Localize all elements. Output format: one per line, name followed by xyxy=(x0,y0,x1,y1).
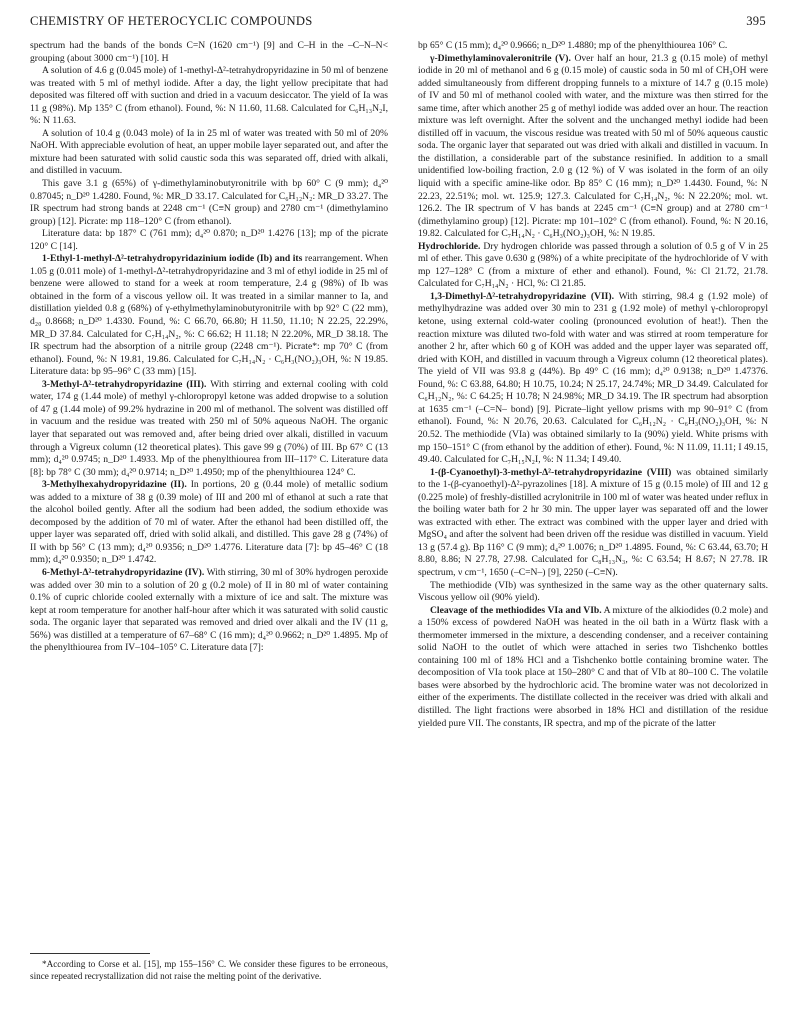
paragraph-heading: 1-(β-Cyanoethyl)-3-methyl-Δ²-tetrahydropyridazine (VIII) xyxy=(430,466,672,478)
paragraph xyxy=(418,605,768,730)
paragraph-text: The methiodide (VIb) was synthesized in the same way as the other quaternary salts. Viscous yellow oil (90% yield). xyxy=(418,579,768,604)
paragraph-heading: 1,3-Dimethyl-Δ²-tetrahydropyridazine (VII). xyxy=(430,290,615,302)
journal-title: CHEMISTRY OF HETEROCYCLIC COMPOUNDS xyxy=(30,14,313,28)
paragraph-text: bp 65° C (15 mm); d₄²⁰ 0.9666; n_D²⁰ 1.4880; mp of the phenylthiourea 106° C. xyxy=(418,40,728,51)
left-column xyxy=(30,40,388,655)
footnote xyxy=(30,958,388,982)
paragraph-text: Literature data: bp 187° C (761 mm); d₄²⁰ 0.870; n_D²⁰ 1.4276 [13]; mp of the picrate 120° C [14]. xyxy=(30,228,388,252)
paragraph-text: In portions, 20 g (0.44 mole) of metallic sodium was added to a mixture of 38 g (0.39 mole) of III and 200 ml of ethanol at such a rate that the alcohol boiled gently. After all the sodium had been added, the sodium ethoxide was decomposed by the addition of 70 ml of water. After the ethanol had been distilled off, the upper layer was separated off, dried with solid alkali, and distilled. This gave 28 g (74%) of II with bp 56° C (13 mm); d₄²⁰ 0.9356; n_D²⁰ 1.4776. Literature data [7]: bp 45–46° C (18 mm); d₄²⁰ 0.9350; n_D²⁰ 1.4742. xyxy=(30,479,388,566)
paragraph xyxy=(418,53,768,241)
paragraph-text: With stirring, 98.4 g (1.92 mole) of methylhydrazine was added over 30 min to 231 g (1.92 mole) of methyl γ-chloropropyl ketone, using external cold-water cooling (pronounced evolution of heat!). Then the reaction mixture was diluted two-fold with water and was stirred at room temperature for another 2 hr, after which 60 g of KOH was added and the upper layer was separated off, dried with KOH, and distilled in vacuum through a Vigreux column (12 theoretical plates). The yield of VII was 93.8 g (44%). Bp 49° C (16 mm); d₄²⁰ 0.9138; n_D²⁰ 1.47376. Found, %: C 63.88, 64.80; H 10.75, 10.24; N 25.17, 24.74%; MR_D 34.49. Calculated for C₆H₁₂N₂, %: C 64.25; H 10.78; N 24.98%; MR_D 34.19. The IR spectrum had absorption at 1635 cm⁻¹ (–C=N– bond) [9]. Picrate–light yellow prisms with mp 90–91° C (from ethanol). Found, %: N 20.76, 20.63. Calculated for C₆H₁₂N₂ · C₆H₃(NO₂)₃OH, %: N 20.52. The methiodide (VIa) was obtained similarly to Ia (90%) yield. White prisms with mp 150–151° C (from ethanol by the addition of ether). Found, %: N 11.09, 11.11; I 49.15, 49.40. Calculated for C₇H₁₅N₂I, %: N 11.34; I 49.40. xyxy=(418,290,768,466)
paragraph xyxy=(30,228,388,253)
paragraph xyxy=(30,567,388,655)
paragraph-text: Over half an hour, 21.3 g (0.15 mole) of methyl iodide in 20 ml of methanol and 6 g (0.15 mole) of caustic soda in 50 ml of CH₃OH were added simultaneously from different dropping funnels to a mixture of 14.7 g (0.15 mole) of IV and 50 ml of methanol cooled with water, and the mixture was then stirred for the same time, after which another 25 g of methyl iodide was added over an hour. The reaction mixture was left overnight. After the solvent and the unchanged methyl iodide had been distilled off in vacuum, the viscous residue was treated with 50 ml of 50% aqueous caustic soda. The organic layer that separated out was dried with alkali and distilled in vacuum. In the distillation, a considerable part of the substance resinified. In addition to a small unidentified low-boiling fraction, 2.0 g (12 %) of V was isolated in the form of an oily liquid with a specific amine-like odor. Bp 85° C (16 mm); n_D²⁰ 1.4430. Found, %: N 22.23, 22.51%; mol. wt. 125.9; 127.3. Calculated for C₇H₁₄N₂, %: N 22.20%; mol. wt. 126.2. The IR spectrum of V has bands at 2245 cm⁻¹ (C≡N group) and at 2780 cm⁻¹ (dimethylamino group) [12]. Picrate: mp 101–102° C (from ethanol). Found, %: N 20.16, 19.82. Calculated for C₇H₁₄N₂ · C₆H₃(NO₂)₃OH, %: N 19.85. xyxy=(418,52,768,240)
right-column xyxy=(418,40,768,730)
paragraph-heading: Cleavage of the methiodides VIa and VIb. xyxy=(430,604,602,616)
paragraph xyxy=(418,40,768,53)
paragraph xyxy=(418,467,768,580)
paragraph xyxy=(418,291,768,467)
paragraph-heading: 6-Methyl-Δ²-tetrahydropyridazine (IV). xyxy=(42,566,205,578)
paragraph xyxy=(30,479,388,567)
paragraph xyxy=(30,253,388,378)
footnote-text: *According to Corse et al. [15], mp 155–156° C. We consider these figures to be erroneous, since repeated recrystallization did not raise the melting point of the derivative. xyxy=(30,959,388,981)
paragraph xyxy=(418,241,768,291)
paragraph xyxy=(418,580,768,605)
paragraph-text: This gave 3.1 g (65%) of γ-dimethylaminobutyronitrile with bp 60° C (9 mm); d₄²⁰ 0.87045; n_D²⁰ 1.4280. Found, %: MR_D 33.17. Calculated for C₆H₁₂N₂: MR_D 33.27. The IR spectrum had strong bands at 2248 cm⁻¹ (C≡N group) and 2780 cm⁻¹ (dimethylamino group) [12]. Picrate: mp 118–120° C (from ethanol). xyxy=(30,178,388,227)
paragraph-text: A mixture of the alkiodides (0.2 mole) and a 150% excess of powdered NaOH was heated in the oil bath in a Würtz flask with a thermometer immersed in the mixture, a descending condenser, and a receiver containing solid NaOH to the outlet of which were attached in series two Tishchenko bottles containing 100 ml of 18% HCl and a Tishchenko bottle containing bromine water. The decomposition of VIa took place at 150–280° C and that of VIb at 80–100 C. The volatile bases were absorbed by the hydrochloric acid. The bromine water was not decolorized in either of the experiments. The distillate collected in the receiver was dried with alkali and distilled. The light fractions were absorbed in 18% HCl and distillation of the residue yielded pure VII. The constants, IR spectra, and mp of the picrate of the latter xyxy=(418,604,768,729)
paragraph-text: was obtained similarly to the 1-(β-cyanoethyl)-Δ²-pyrazolines [18]. A mixture of 15 g (0.15 mole) of III and 12 g (0.225 mole) of freshly-distilled acrylonitrile in 100 ml of water was heated under reflux in the boiling water bath for 2 hr 30 min. The upper layer was separated off and the lower was extracted with ether. The extract was combined with the upper layer and dried with MgSO₄ and after the solvent had been driven off the residue was distilled in vacuum. Yield 13 g (57.4 g). Bp 116° C (9 mm); d₄²⁰ 1.0076; n_D²⁰ 1.4895. Found, %: C 63.44, 63.70; H 8.80, 8.86; N 27.78, 27.98. Calculated for C₈H₁₃N₃, %: C 63.54; H 8.67; N 27.78. IR spectrum, ν cm⁻¹, 1650 (–C=N–) [9], 2250 (–C≡N). xyxy=(418,466,768,578)
paragraph-text: A solution of 10.4 g (0.043 mole) of Ia in 25 ml of water was treated with 50 ml of 20% NaOH. With appreciable evolution of heat, an upper mobile layer separated out, and after the mixture had been saturated with solid caustic soda this was separated off, dried with alkali, and distilled in vacuum. xyxy=(30,127,388,177)
paragraph xyxy=(30,40,388,65)
paragraph-text: With stirring, 30 ml of 30% hydrogen peroxide was added over 30 min to a solution of 20 g (0.2 mole) of II in 80 ml of water containing 0.1% of cupric chloride cooled externally with a mixture of ice and salt. The mixture was kept at room temperature for another half-hour after which it was saturated with solid caustic soda. The organic layer that separated was removed and dried over alkali and the IV (11 g, 56%) was distilled at a temperature of 67–68° C (16 mm); d₄²⁰ 0.9662; n_D²⁰ 1.4895. Mp of the phenylthiourea from IV–104–105° C. Literature data [7]: xyxy=(30,566,388,654)
page-number: 395 xyxy=(746,14,766,28)
paragraph-heading: 1-Ethyl-1-methyl-Δ²-tetrahydropyridazinium iodide (Ib) and its xyxy=(42,253,303,265)
paragraph xyxy=(30,379,388,479)
paragraph-heading: Hydrochloride. xyxy=(418,240,481,252)
paragraph-text: A solution of 4.6 g (0.045 mole) of 1-methyl-Δ²-tetrahydropyridazine in 50 ml of benzene was treated with 5 ml of methyl iodide. After a day, the light yellow precipitate that had deposited was filtered off with suction and dried in a vacuum desiccator. The yield of Ia was 11 g (98%). Mp 135° C (from ethanol). Found, %: N 11.60, 11.68. Calculated for C₆H₁₃N₂I, %: N 11.63. xyxy=(30,65,388,127)
paragraph-heading: γ-Dimethylaminovaleronitrile (V). xyxy=(430,52,571,64)
paragraph xyxy=(30,128,388,178)
paragraph-heading: 3-Methyl-Δ²-tetrahydropyridazine (III). xyxy=(42,378,207,390)
paragraph xyxy=(30,65,388,128)
paragraph-text: Dry hydrogen chloride was passed through a solution of 0.5 g of V in 25 ml of ether. This gave 0.630 g (98%) of a white precipitate of the hydrochloride of V with mp 127–128° C (from a mixture of ether and ethanol). Found, %: Cl 21.72, 21.78. Calculated for C₇H₁₄N₂ · HCl, %: Cl 21.85. xyxy=(418,240,768,290)
paragraph-text: spectrum had the bands of the bonds C=N (1620 cm⁻¹) [9] and C–H in the –C–N–N< grouping (about 3000 cm⁻¹) [10]. H xyxy=(30,40,388,64)
paragraph-text: With stirring and external cooling with cold water, 174 g (1.44 mole) of methyl γ-chloropropyl ketone was added dropwise to a solution of 47 g (1.44 mole) of 99.2% hydrazine in 200 ml of methanol. The solvent was distilled off in vacuum and the residue was treated with 250 ml of 50% aqueous NaOH. The organic layer that separated out was removed and, after being dried over alkali, distilled in vacuum through a Vigreux column (12 theoretical plates). This gave 99 g (70%) of III. Bp 67° C (13 mm); d₄²⁰ 0.9745; n_D²⁰ 1.4933. Mp of the phenylthiourea from III–117° C. Literature data [8]: bp 78° C (30 mm); d₄²⁰ 0.9714; n_D²⁰ 1.4950; mp of the phenylthiourea 124° C. xyxy=(30,378,388,478)
paragraph-text: rearrangement. When 1.05 g (0.011 mole) of 1-methyl-Δ²-tetrahydropyridazine and 3 ml of ethyl iodide in 25 ml of benzene were allowed to stand for a week at room temperature, 2.4 g (98%) of Ib was obtained in the form of a viscous yellow oil. It was treated in a similar manner to Ia, and distillation yielded 0.8 g (68%) of γ-ethylmethylaminobutyronitrile with bp 92° C (22 mm), d₂₀ 0.8668; n_D²⁰ 1.4330. Found, %: C 66.70, 66.80; H 11.50, 11.10; N 22.25, 22.29%, MR_D 37.84. Calculated for C₇H₁₄N₂, %: C 66.62; H 11.18; N 22.20%, MR_D 38.18. The IR spectrum had the absorption of a nitrile group (2248 cm⁻¹). Picrate*: mp 70° C (from ethanol). Found, %: N 19.81, 19.86. Calculated for C₇H₁₄N₂ · C₆H₃(NO₂)₃OH, %: N 19.85. Literature data: bp 95–96° C (33 mm) [15]. xyxy=(30,253,388,378)
footnote-rule xyxy=(30,953,150,954)
running-header xyxy=(30,14,766,30)
paragraph xyxy=(30,178,388,228)
paragraph-heading: 3-Methylhexahydropyridazine (II). xyxy=(42,479,187,491)
